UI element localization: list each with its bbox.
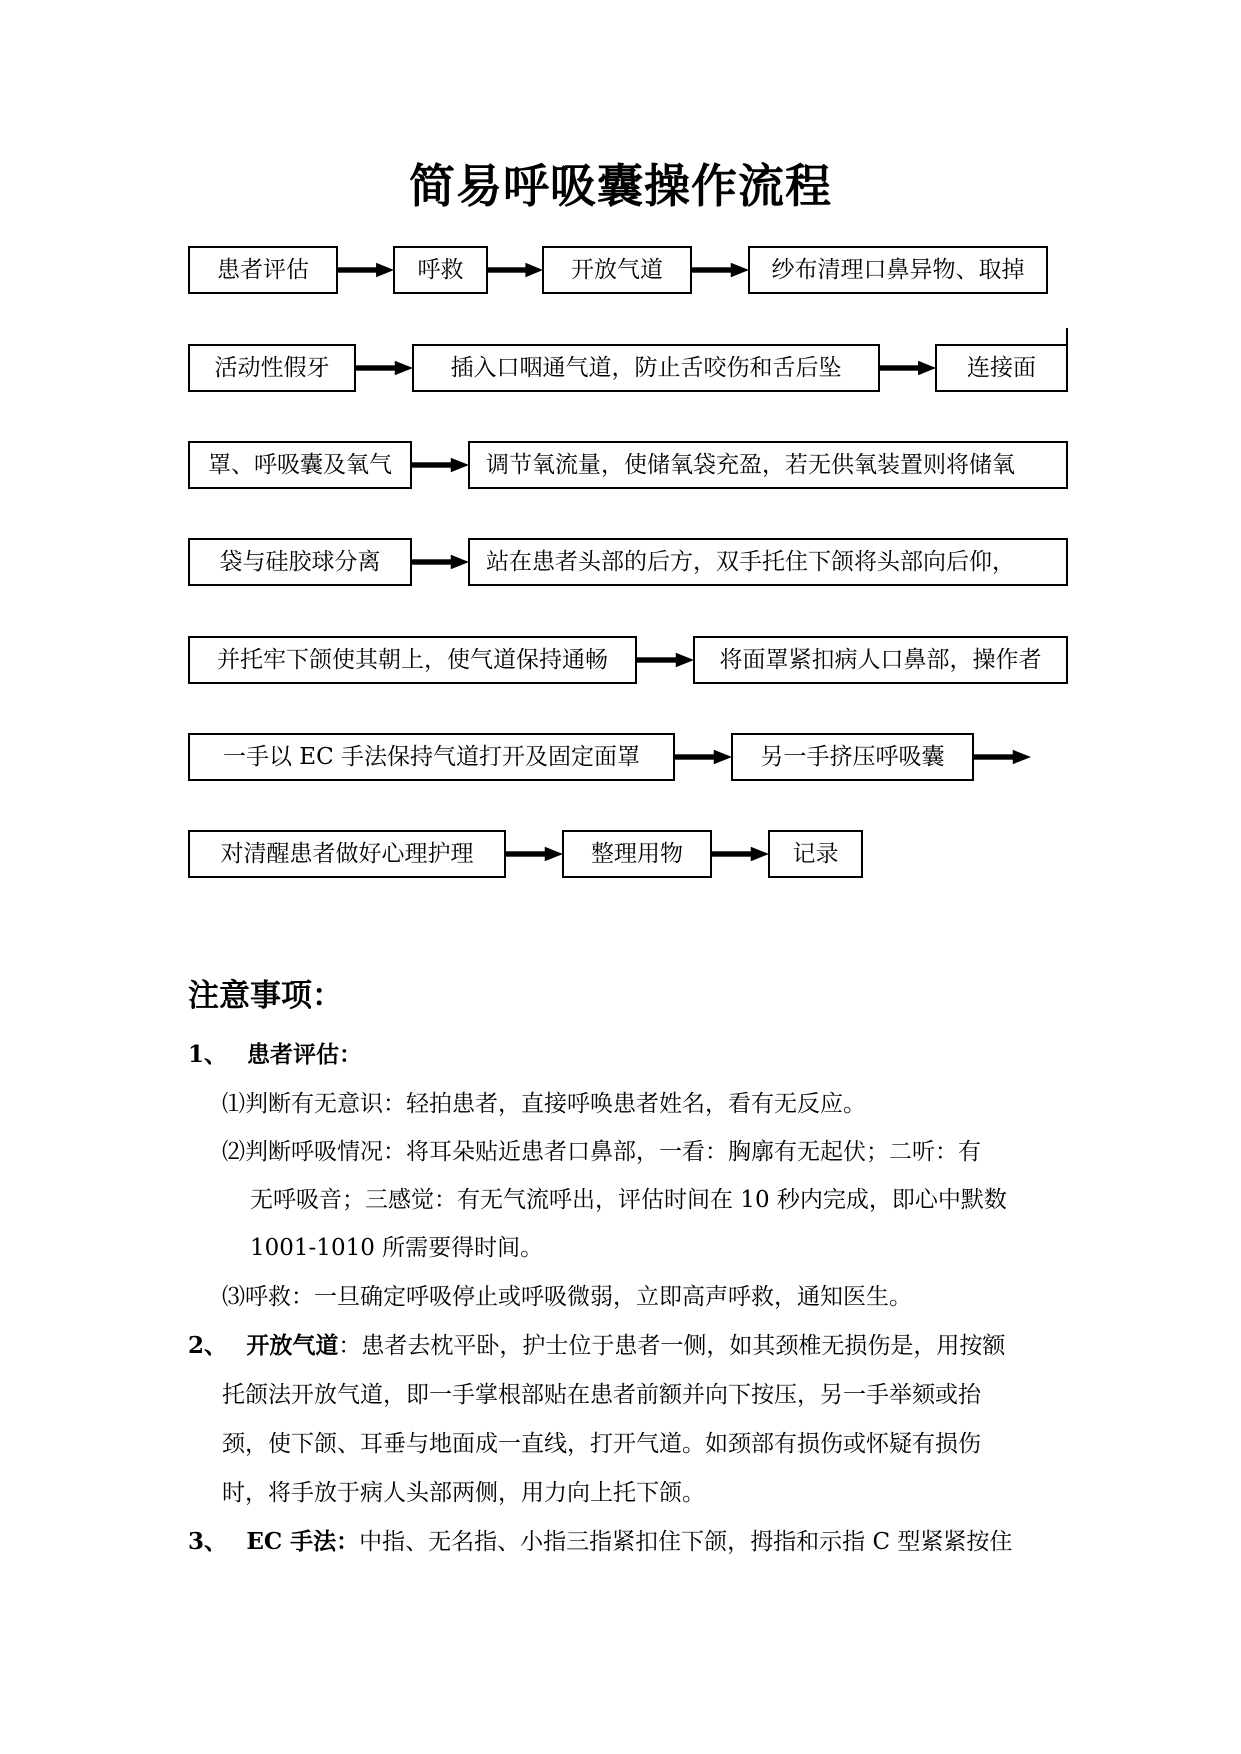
- note-paragraph: ⑵判断呼吸情况：将耳朵贴近患者口鼻部，一看：胸廓有无起伏；二听：有: [222, 1139, 981, 1165]
- flow-step: 插入口咽通气道，防止舌咬伤和舌后坠: [412, 344, 880, 392]
- flow-arrow: [412, 456, 469, 474]
- note-paragraph: ⑶呼救：一旦确定呼吸停止或呼吸微弱，立即高声呼救，通知医生。: [222, 1284, 912, 1310]
- flow-step: 连接面: [935, 344, 1068, 392]
- note-paragraph: 时，将手放于病人头部两侧，用力向上托下颌。: [222, 1480, 705, 1506]
- notes-heading: 注意事项：: [188, 978, 343, 1014]
- flow-arrow: [338, 261, 394, 279]
- flow-arrow: [974, 748, 1031, 766]
- flow-arrow: [412, 553, 469, 571]
- flow-arrow: [506, 845, 563, 863]
- note-number: 3、: [188, 1528, 228, 1555]
- note-number: 1、: [188, 1041, 228, 1068]
- flow-step: 站在患者头部的后方，双手托住下颌将头部向后仰，: [468, 538, 1068, 586]
- flow-step: 将面罩紧扣病人口鼻部，操作者: [693, 636, 1068, 684]
- flow-step: 记录: [768, 830, 863, 878]
- note-paragraph: ⑴判断有无意识：轻拍患者，直接呼唤患者姓名，看有无反应。: [222, 1091, 866, 1117]
- flow-step: 整理用物: [562, 830, 712, 878]
- note-text: 中指、无名指、小指三指紧扣住下颌，拇指和示指 C 型紧紧按住: [359, 1529, 1013, 1555]
- flow-step: 纱布清理口鼻异物、取掉: [748, 246, 1048, 294]
- flow-arrow: [675, 748, 732, 766]
- flow-arrow: [692, 261, 749, 279]
- note-paragraph: 1001-1010 所需要得时间。: [250, 1235, 544, 1261]
- note-title: 患者评估: [247, 1041, 340, 1068]
- flow-arrow: [356, 359, 413, 377]
- note-text: ：患者去枕平卧，护士位于患者一侧，如其颈椎无损伤是，用按额: [338, 1333, 1006, 1359]
- note-title: EC 手法：: [246, 1528, 360, 1555]
- flow-step: 对清醒患者做好心理护理: [188, 830, 506, 878]
- note-colon: ：: [339, 1041, 363, 1068]
- flow-step: 调节氧流量，使储氧袋充盈，若无供氧装置则将储氧: [468, 441, 1068, 489]
- flow-step: 另一手挤压呼吸囊: [731, 733, 974, 781]
- flow-step: 呼救: [393, 246, 488, 294]
- note-item-1-heading: [188, 1036, 362, 1069]
- note-paragraph: 颈，使下颌、耳垂与地面成一直线，打开气道。如颈部有损伤或怀疑有损伤: [222, 1431, 981, 1457]
- flow-arrow: [880, 359, 936, 377]
- note-title: 开放气道: [246, 1332, 339, 1359]
- page-title: 简易呼吸囊操作流程: [409, 159, 832, 213]
- flow-step: 开放气道: [542, 246, 692, 294]
- flow-step: 罩、呼吸囊及氧气: [188, 441, 412, 489]
- flow-arrow: [712, 845, 769, 863]
- flow-step: 活动性假牙: [188, 344, 356, 392]
- note-item-2-line: [188, 1327, 1005, 1360]
- flow-step: 患者评估: [188, 246, 338, 294]
- note-paragraph: 托颌法开放气道，即一手掌根部贴在患者前额并向下按压，另一手举颏或抬: [222, 1382, 981, 1408]
- flow-arrow: [637, 651, 694, 669]
- flow-arrow: [488, 261, 543, 279]
- note-number: 2、: [188, 1332, 228, 1359]
- note-item-3-line: [188, 1523, 1012, 1556]
- flow-step: 并托牢下颌使其朝上，使气道保持通畅: [188, 636, 637, 684]
- connector-line: [1066, 328, 1068, 346]
- flow-step: 一手以 EC 手法保持气道打开及固定面罩: [188, 733, 675, 781]
- flow-step: 袋与硅胶球分离: [188, 538, 412, 586]
- note-paragraph: 无呼吸音；三感觉：有无气流呼出，评估时间在 10 秒内完成，即心中默数: [250, 1187, 1007, 1213]
